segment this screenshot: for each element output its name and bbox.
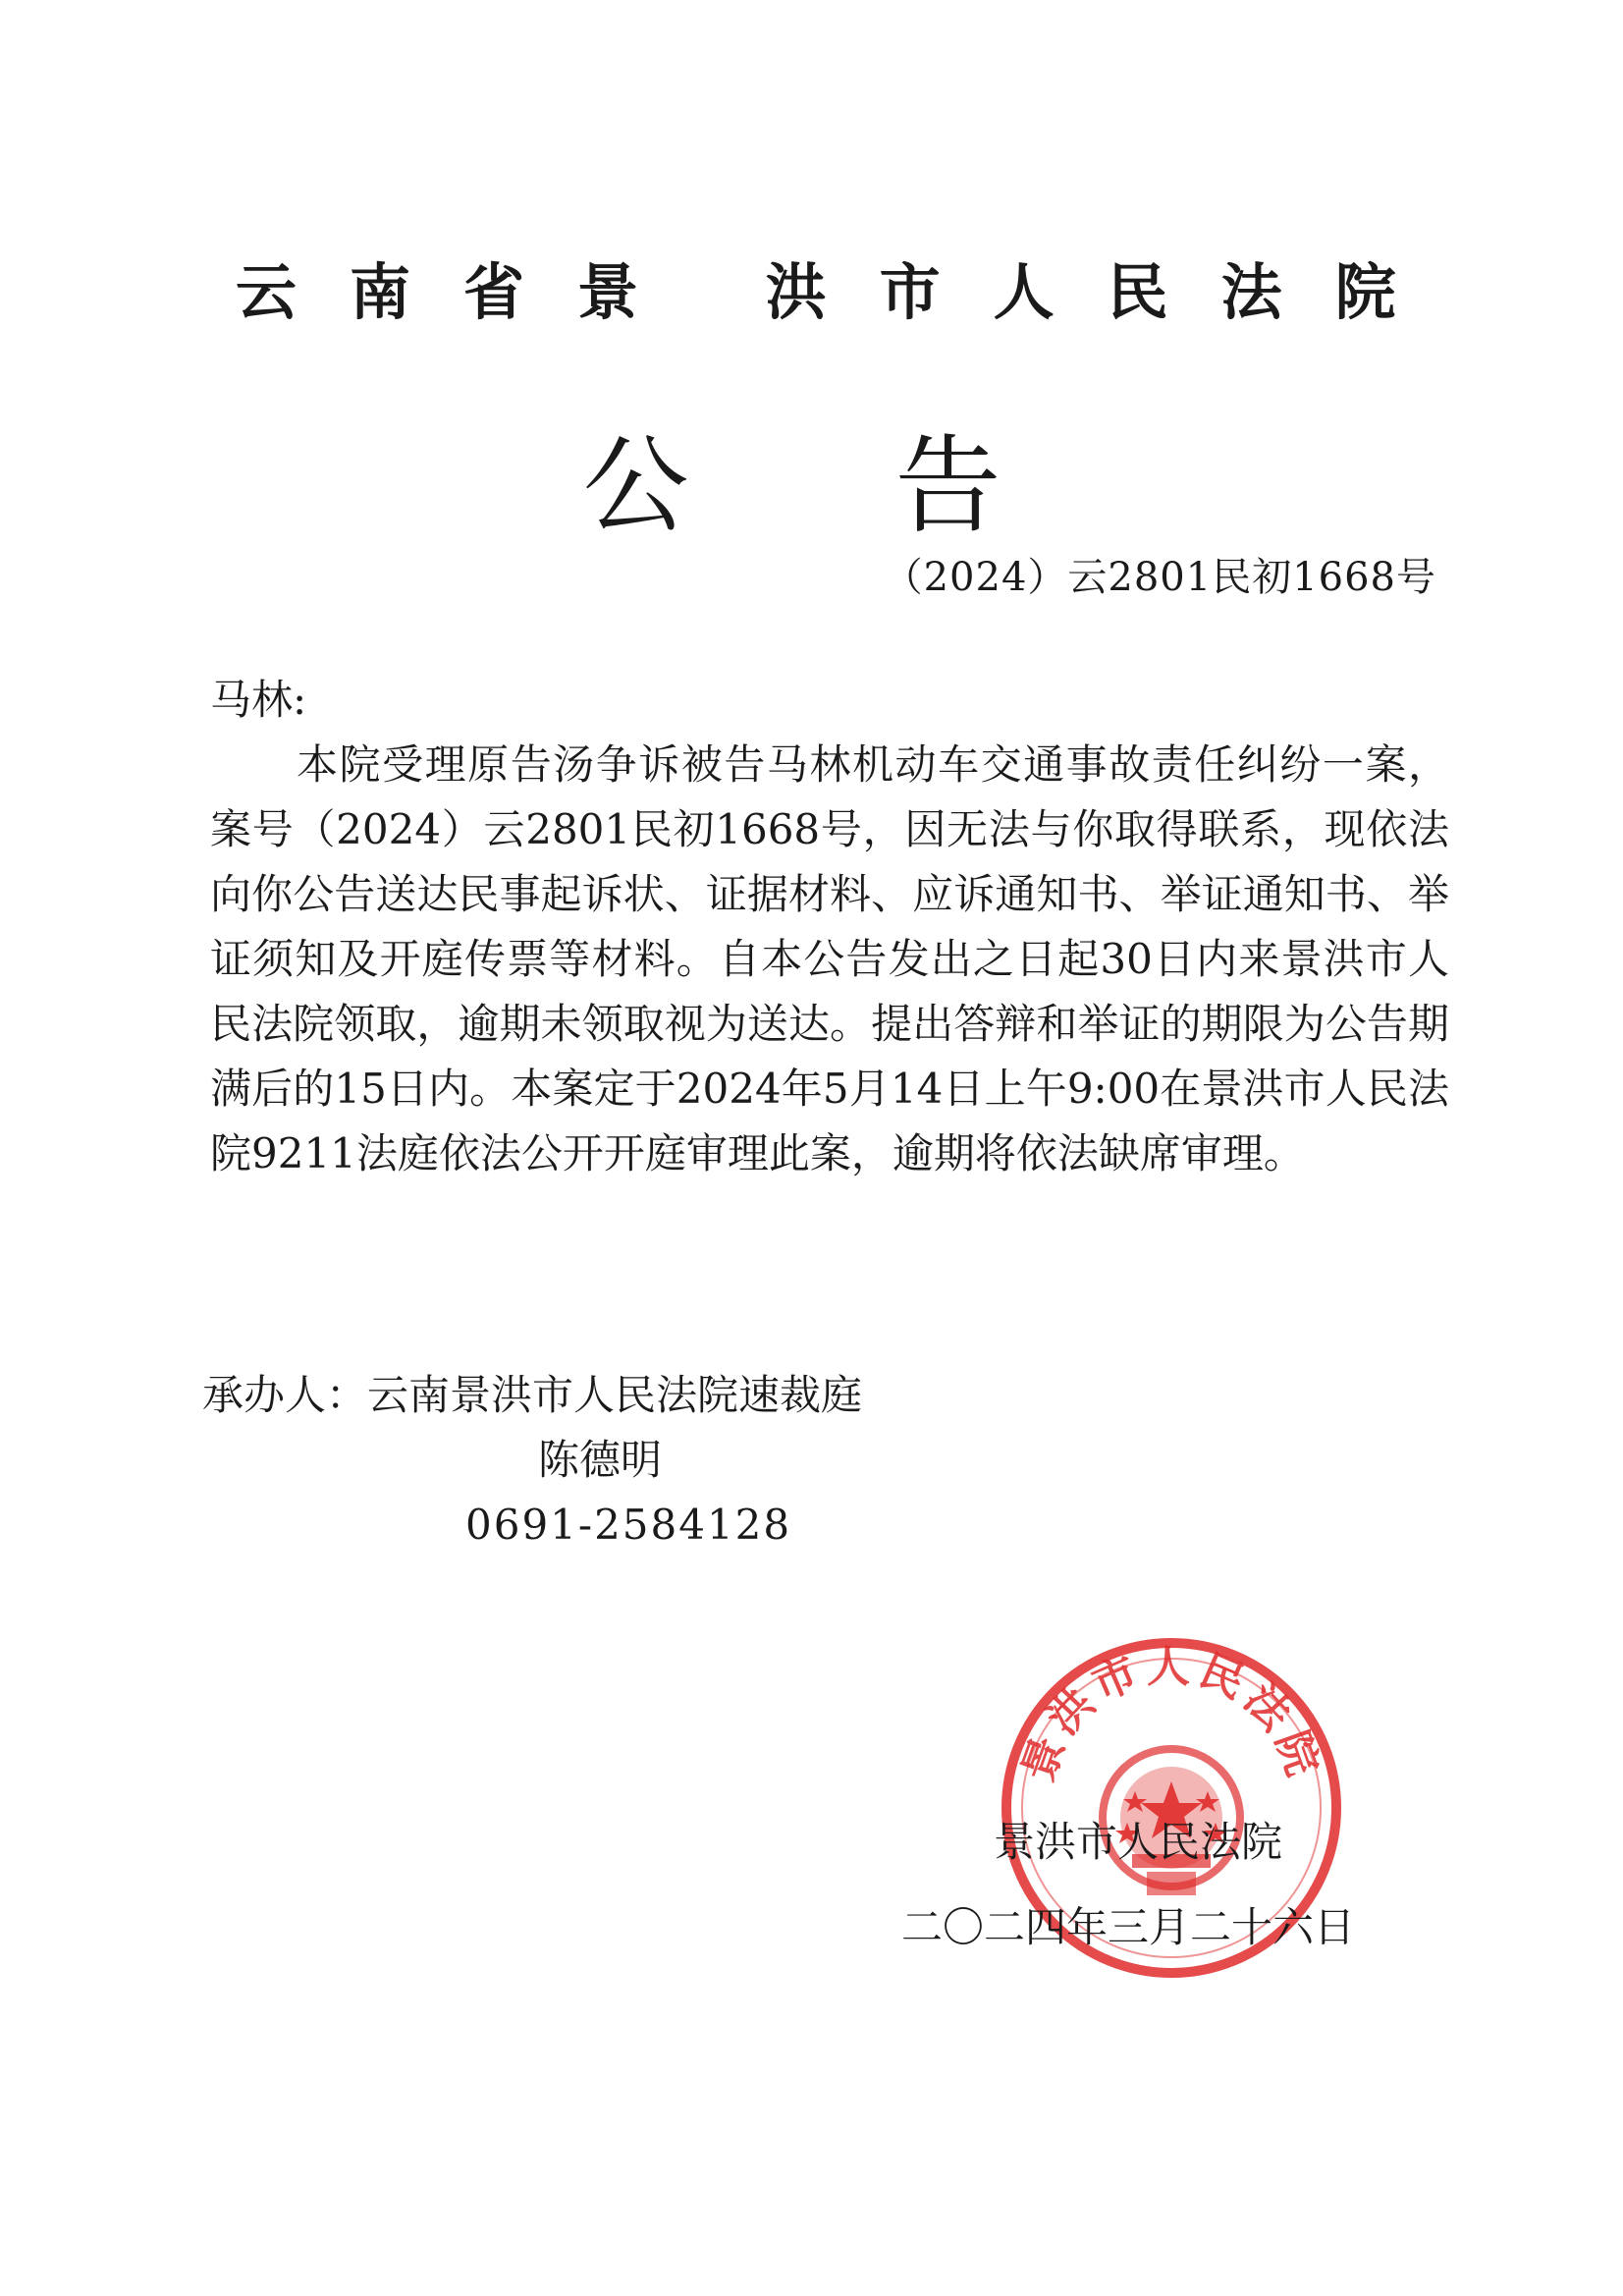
court-name: 云南省景 洪市人民法院	[236, 256, 1449, 328]
svg-text:景洪市人民法院: 景洪市人民法院	[1012, 1642, 1330, 1788]
handler-block	[202, 1363, 862, 1558]
doc-title: 公告	[582, 425, 1208, 548]
signature-court: 景洪市人民法院	[994, 1818, 1283, 1866]
handler-name: 陈德明	[538, 1436, 663, 1484]
handler-line: 承办人：云南景洪市人民法院速裁庭	[202, 1371, 863, 1419]
case-number: （2024）云2801民初1668号	[883, 555, 1436, 600]
signature-date: 二〇二四年三月二十六日	[901, 1903, 1356, 1951]
addressee: 马林:	[210, 676, 307, 724]
notice-body: 本院受理原告汤争诉被告马林机动车交通事故责任纠纷一案，案号（2024）云2801民初1668号，因无法与你取得联系，现依法向你公告送达民事起诉状、证据材料、应诉通知书、举证通知书、举证须知及开庭传票等材料。自本公告发出之日起30日内来景洪市人民法院领取，逾期未领取视为送达。提出答辩和举证的期限为公告期满后的15日内。本案定于2024年5月14日上午9:00在景洪市人民法院9211法庭依法公开开庭审理此案，逾期将依法缺席审理。	[210, 740, 1449, 1177]
handler-phone: 0691-2584128	[465, 1501, 792, 1549]
